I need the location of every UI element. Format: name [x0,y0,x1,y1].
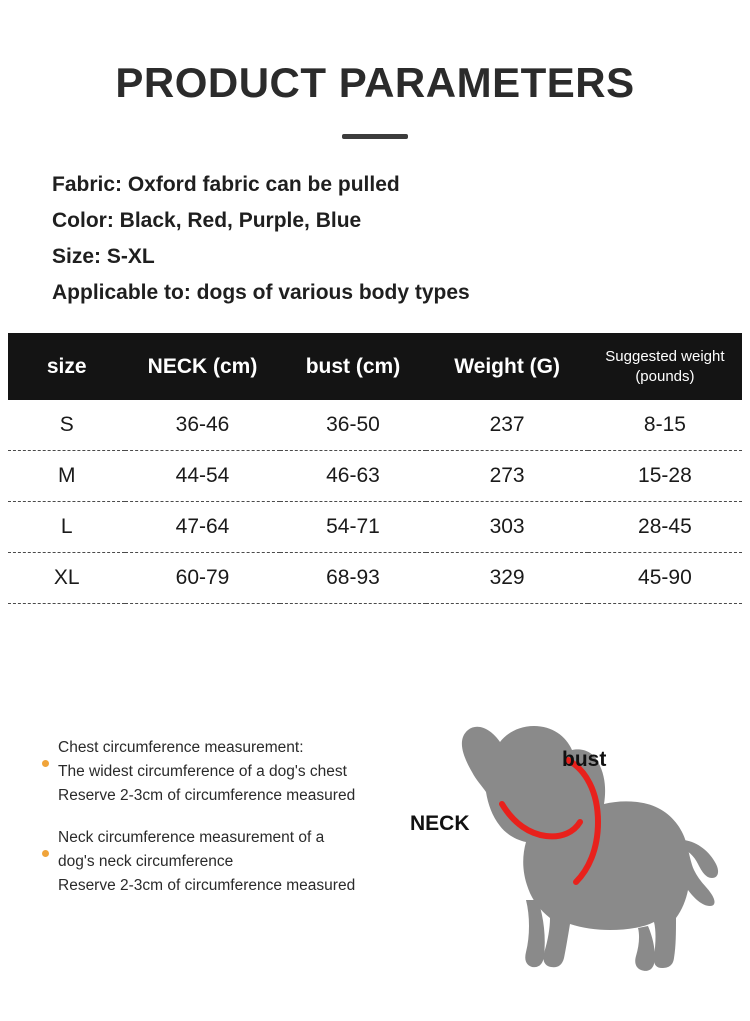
bullet-icon [42,760,49,767]
note-line: Chest circumference measurement: [58,739,304,757]
column-header-suggested-weight: Suggested weight (pounds) [588,333,742,400]
bust-label: bust [562,748,607,772]
spec-item-applicable: Applicable to: dogs of various body types [52,281,470,305]
cell-bust: 54-71 [280,502,427,553]
column-header-weight: Weight (G) [426,333,587,400]
size-table-container [8,333,742,604]
cell-suggested-weight: 45-90 [588,553,742,604]
cell-bust: 68-93 [280,553,427,604]
cell-size: XL [8,553,125,604]
dog-diagram [410,700,740,1016]
cell-neck: 47-64 [125,502,279,553]
note-line: Reserve 2-3cm of circumference measured [58,787,356,805]
cell-size: S [8,400,125,451]
spec-item-size: Size: S-XL [52,245,155,269]
note-line: Reserve 2-3cm of circumference measured [58,877,356,895]
note-neck [42,826,402,898]
table-body [8,400,742,604]
spec-item-fabric: Fabric: Oxford fabric can be pulled [52,173,400,197]
table-header [8,333,742,400]
table-row [8,451,742,502]
bullet-icon [42,850,49,857]
cell-weight: 329 [426,553,587,604]
title-divider [342,134,408,139]
column-header-neck: NECK (cm) [125,333,279,400]
column-header-bust: bust (cm) [280,333,427,400]
cell-size: M [8,451,125,502]
note-chest [42,736,402,808]
measurement-notes [42,736,402,916]
cell-bust: 46-63 [280,451,427,502]
note-line: dog's neck circumference [58,853,234,871]
cell-weight: 237 [426,400,587,451]
cell-weight: 273 [426,451,587,502]
product-parameters-page [0,28,750,1016]
page-title: PRODUCT PARAMETERS [115,59,635,107]
note-line: The widest circumference of a dog's chest [58,763,347,781]
spec-list [52,167,750,311]
cell-suggested-weight: 15-28 [588,451,742,502]
table-row [8,502,742,553]
cell-suggested-weight: 8-15 [588,400,742,451]
table-header-row [8,333,742,400]
table-row [8,553,742,604]
cell-neck: 60-79 [125,553,279,604]
spec-item-color: Color: Black, Red, Purple, Blue [52,209,362,233]
note-line: Neck circumference measurement of a [58,829,325,847]
cell-neck: 44-54 [125,451,279,502]
cell-suggested-weight: 28-45 [588,502,742,553]
measurement-guide-section [0,700,750,1016]
table-row [8,400,742,451]
dog-hind-leg-shape [635,926,655,971]
cell-bust: 36-50 [280,400,427,451]
neck-label: NECK [410,812,470,836]
cell-weight: 303 [426,502,587,553]
column-header-size: size [8,333,125,400]
size-chart-table [8,333,742,604]
cell-neck: 36-46 [125,400,279,451]
cell-size: L [8,502,125,553]
